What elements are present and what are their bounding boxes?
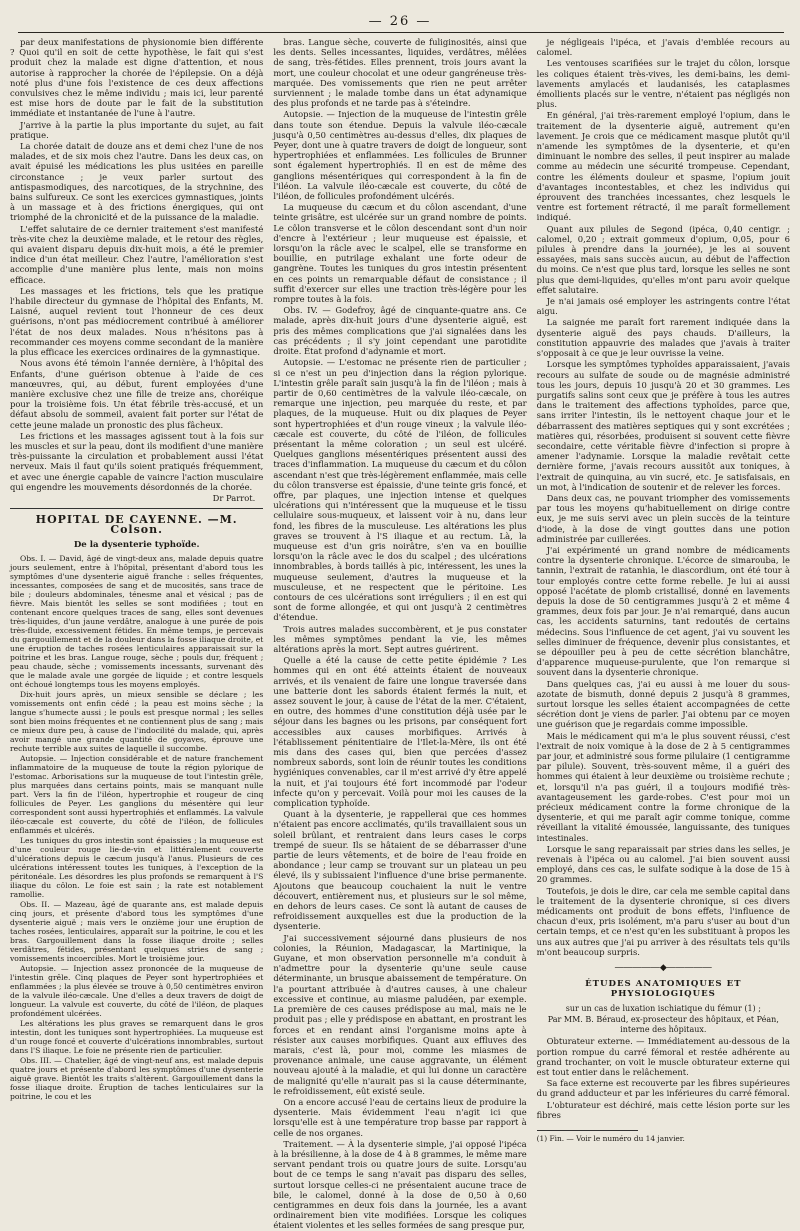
column-1 xyxy=(10,37,263,1175)
paragraph: J'ai expérimenté un grand nombre de médicaments contre la dysenterie chronique. L'écorce de simarouba, le tannin, l'extrait de ratanhia, le diascordium, ont été tour à tour employés contre cette forme rebelle. Je lui ai aussi opposé l'acétate de plomb cristallisé, donné en lavements depuis la dose de 50 centigrammes jusqu'à 2 et même 4 grammes, deux fois par jour. Je n'ai remarqué, dans aucun cas, les accidents saturnins, tant redoutés de certains médecins. Sous l'influence de cet agent, j'ai vu souvent les selles diminuer de fréquence, devenir plus consistantes, et se dépouiller peu à peu de cette sécrétion blanchâtre, d'apparence muqueuse-purulente, que l'on remarque si souvent dans la dysenterie chronique. xyxy=(536,544,790,678)
section-subtitle: sur un cas de luxation ischiatique du fémur (1) ; xyxy=(565,1003,761,1013)
paragraph: par deux manifestations de physionomie bien différente ? Quoi qu'il en soit de cette hypothèse, le fait qui s'est produit chez la malade est digne d'attention, et nous autorise à rapprocher la chorée de l'épilepsie. On a déjà noté plus d'une fois l'existence de ces deux affections convulsives chez le même individu ; mais ici, leur parenté est mise hors de doute par le fait de la substitution immédiate et instantanée de l'une à l'autre. xyxy=(10,37,264,119)
paragraph: Lorsque les symptômes typhoïdes apparaissaient, j'avais recours au sulfate de soude ou de magnésie administré tous les jours, depuis 10 jusqu'à 20 et 30 grammes. Les purgatifs salins sont ceux que je préfère à tous les autres dans le traitement des affections typhoïdes, parce que, sans irriter l'intestin, ils le nettoyent chaque jour et le débarrassent des matières septiques qui y sont excrétées ; matières qui, résorbées, produisent si souvent cette fièvre secondaire, cette véritable fièvre d'infection si propre à amener l'adynamie. Lorsque la maladie revêtait cette dernière forme, j'avais recours aussitôt aux toniques, à l'extrait de quinquina, au vin sucré, etc. Je satisfaisais, en un mot, à l'indication de soutenir et de relever les forces. xyxy=(536,359,790,492)
column-1-text-b xyxy=(10,554,263,1101)
article-authors: Par MM. B. Béraud, ex-prosecteur des hôpitaux, et Péan, interne des hôpitaux. xyxy=(547,1014,779,1035)
paragraph: je négligeais l'ipéca, et j'avais d'emblée recours au calomel. xyxy=(536,37,790,58)
paragraph: Dix-huit jours après, un mieux sensible se déclare ; les vomissements ont enfin cédé ; la peau est moins sèche ; la langue s'humecte aussi ; le pouls est presque normal ; les selles sont bien moins fréquentes et ne contiennent plus de sang ; mais ce mieux dure peu, à cause de l'indocilité du malade, qui, après avoir mangé une grande quantité de goyaves, éprouve une rechute terrible aux suites de laquelle il succombe. xyxy=(10,689,264,753)
paragraph: Quelle a été la cause de cette petite épidémie ? Les hommes qui en ont été atteints étaient de nouveaux arrivés, et ils venaient de faire une longue traversée dans une batterie dont les sabords étaient fermés la nuit, et assez souvent le jour, à cause de l'état de la mer. C'étaient, en outre, des hommes d'une constitution déjà usée par le séjour dans les bagnes ou les prisons, par conséquent fort accessibles aux causes morbifiques. Arrivés à l'établissement pénitentiaire de l'Ilet-la-Mère, ils ont été mis dans des cases qui, bien que percées d'assez nombreux sabords, sont loin de réunir toutes les conditions hygiéniques convenables, car il m'est arrivé d'y être appelé la nuit, et j'ai toujours été fort incommodé par l'odeur infecte qu'on y percevait. Voilà pour moi les causes de la complication typhoïde. xyxy=(273,655,527,809)
footnote-rule xyxy=(537,1130,638,1131)
paragraph: Autopsie. — Injection considérable et de nature franchement inflammatoire de la muqueuse de toute la région pylorique de l'estomac. Arborisations sur la muqueuse de tout l'intestin grêle, plus marquées dans certains points, mais se manquant nulle part. Vers la fin de l'iléon, hypertrophie et rougeur de cinq follicules de Peyer. Les ganglions du mésentère qui leur correspondent sont aussi hypertrophiés et enflammés. La valvule iléo-cæcale est couverte, du côté de l'iléon, de follicules enflammés et ulcérés. xyxy=(10,753,264,835)
paragraph: Les tuniques du gros intestin sont épaissies ; la muqueuse est d'une couleur rouge lie-de-vin et littéralement couverte d'ulcérations depuis le cæcum jusqu'à l'anus. Plusieurs de ces ulcérations intéressent toutes les tuniques, à l'exception de la péritonéale. Les désordres les plus profonds se remarquent à l'S iliaque du côlon. Le foie est sain ; la rate est notablement ramollie. xyxy=(10,835,264,899)
paragraph: Autopsie. — Injection assez prononcée de la muqueuse de l'intestin grêle. Cinq plaques de Peyer sont hypertrophiées et enflammées ; la plus élevée se trouve à 0,50 centimètres environ de la valvule iléo-cæcale. Une d'elles a deux travers de doigt de longueur. La valvule est couverte, du côté de l'iléon, de plaques profondément ulcérées. xyxy=(10,963,264,1018)
paragraph: Autopsie. — Injection de la muqueuse de l'intestin grêle dans toute son étendue. Depuis la valvule iléo-cæcale jusqu'à 0,50 centimètres au-dessus d'elles, dix plaques de Peyer, dont une à quatre travers de doigt de longueur, sont hypertrophiées et enflammées. Les follicules de Brunner sont également hypertrophiés. Il en est de même des ganglions mésentériques qui correspondent à la fin de l'iléon. La valvule iléo-cæcale est couverte, du côté de l'iléon, de follicules profondément ulcérés. xyxy=(273,109,527,202)
paragraph: J'arrive à la partie la plus importante du sujet, au fait pratique. xyxy=(10,119,264,140)
paragraph: Dans deux cas, ne pouvant triompher des vomissements par tous les moyens qu'habituellement on dirige contre eux, je me suis servi avec un plein succès de la teinture d'iode, à la dose de vingt gouttes dans une potion administrée par cuillerées. xyxy=(536,492,790,544)
paragraph: Les ventouses scarifiées sur le trajet du côlon, lorsque les coliques étaient très-vives, les demi-bains, les demi-lavements amylacés et laudanisés, les cataplasmes émollients placés sur le ventre, n'étaient pas négligés non plus. xyxy=(536,58,790,110)
paragraph: Obs. III. — Chatelier, âgé de vingt-neuf ans, est malade depuis quatre jours et présente d'abord les symptômes d'une dysenterie aiguë grave. Bientôt les traits s'altèrent. Gargouillement dans la fosse iliaque droite. Éruption de taches lenticulaires sur la poitrine, le cou et les xyxy=(10,1055,264,1101)
separator-ornament: ―――――◆――――― xyxy=(614,963,712,974)
paragraph: Quant aux pilules de Segond (ipéca, 0,40 centigr. ; calomel, 0,20 ; extrait gommeux d'opium, 0,05, pour 6 pilules à prendre dans la journée), je les ai souvent essayées, mais sans succès aucun, au début de l'affection du moins. Ce n'est que plus tard, lorsque les selles ne sont plus que demi-liquides, qu'elles m'ont paru avoir quelque effet salutaire. xyxy=(536,223,790,295)
paragraph: Trois autres malades succombèrent, et je pus constater les mêmes symptômes pendant la vie, les mêmes altérations après la mort. Sept autres guérirent. xyxy=(273,623,527,654)
column-2-text-b xyxy=(273,624,526,1231)
paragraph: Dans quelques cas, j'ai eu aussi à me louer du sous-azotate de bismuth, donné depuis 2 jusqu'à 8 grammes, surtout lorsque les selles étaient accompagnées de cette sécrétion dont je viens de parler. J'ai obtenu par ce moyen une guérison que je regardais comme impossible. xyxy=(536,678,790,730)
footnote: (1) Fin. — Voir le numéro du 14 janvier. xyxy=(536,1133,685,1143)
paragraph: bras. Langue sèche, couverte de fuliginosités, ainsi que les dents. Selles incessantes, liquides, verdâtres, mêlées de sang, très-fétides. Elles prennent, trois jours avant la mort, une couleur chocolat et une odeur gangréneuse très-marquée. Des vomissements que rien ne peut arrêter surviennent ; le malade tombe dans un état adynamique des plus profonds et ne tarde pas à s'éteindre. xyxy=(273,37,527,109)
paragraph: Nous avons été témoin l'année dernière, à l'hôpital des Enfants, d'une guérison obtenue à l'aide de ces manœuvres, qui, au début, furent employées d'une manière exclusive chez une fille de treize ans, choréique pour la troisième fois. Un état fébrile très-accusé, et un défaut absolu de sommeil, avaient fait porter sur l'état de cette jeune malade un pronostic des plus fâcheux. xyxy=(10,358,264,430)
paragraph: Toutefois, je dois le dire, car cela me semble capital dans le traitement de la dysenterie chronique, si ces divers médicaments ont produit de bons effets, l'influence de chacun d'eux, pris isolément, m'a paru s'user au bout d'un certain temps, et ce n'est qu'en les substituant à propos les uns aux autres que j'ai pu arriver à des résultats tels qu'ils m'ont beaucoup surpris. xyxy=(536,885,790,957)
columns xyxy=(8,37,792,1231)
paragraph: Autopsie. — L'estomac ne présente rien de particulier ; si ce n'est un peu d'injection dans la région pylorique. L'intestin grêle paraît sain jusqu'à la fin de l'iléon ; mais à partir de 0,60 centimètres de la valvule iléo-cæcale, on remarque une injection, peu marquée du reste, et par plaques, de la muqueuse. Huit ou dix plaques de Peyer sont hypertrophiées et d'un rouge vineux ; la valvule iléo-cæcale est couverte, du côté de l'iléon, de follicules présentant la même coloration ; un seul est ulcéré. Quelques ganglions mésentériques présentent aussi des traces d'inflammation. La muqueuse du cæcum et du côlon ascendant n'est que très-légèrement enflammée, mais celle du côlon transverse est épaissie, d'une teinte gris foncé, et offre, par plaques, une injection intense et quelques ulcérations qui n'intéressent que la muqueuse et le tissu cellulaire sous-muqueux, et laissent voir à nu, dans leur fond, les fibres de la musculeuse. Les altérations les plus graves se trouvent à l'S iliaque et au rectum. Là, la muqueuse est d'un gris noirâtre, s'en va en bouillie lorsqu'on la râcle avec le dos du scalpel ; des ulcérations innombrables, à bords taillés à pic, intéressent, les unes la muqueuse seulement, d'autres la muqueuse et la musculeuse, et ne respectent que le péritoine. Les contours de ces ulcérations sont irréguliers ; il en est qui sont de forme allongée, et qui ont jusqu'à 2 centimètres d'étendue. xyxy=(273,357,527,623)
paragraph: J'ai successivement séjourné dans plusieurs de nos colonies, la Réunion, Madagascar, la Martinique, la Guyane, et mon observation personnelle m'a conduit à n'admettre pour la dysenterie qu'une seule cause déterminante, un brusque abaissement de température. On l'a pourtant attribuée à d'autres causes, à une chaleur excessive et continue, au miasme paludéen, par exemple. La première de ces causes prédispose au mal, mais ne le produit pas ; elle y prédispose en abattant, en prostrant les forces et en rendant ainsi l'organisme moins apte à résister aux causes morbifiques. Quant aux effluves des marais, c'est là, pour moi, comme les miasmes de provenance animale, une cause aggravante, un élément nouveau ajouté à la maladie, et qui lui donne un caractère de malignité qu'elle n'aurait pas si la cause déterminante, le refroidissement, eût existé seule. xyxy=(273,932,527,1096)
column-3-text-b xyxy=(537,1036,790,1120)
section-title-cayenne: HOPITAL DE CAYENNE. —M. Colson. xyxy=(35,513,238,537)
column-3 xyxy=(537,37,790,1175)
paragraph: La muqueuse du cæcum et du côlon ascendant, d'une teinte grisâtre, est ulcérée sur un grand nombre de points. Le côlon transverse et le côlon descendant sont d'un noir d'encre à l'extérieur ; leur muqueuse est épaissie, et lorsqu'on la râcle avec le scalpel, elle se transforme en bouillie, en putrilage exhalant une forte odeur de gangrène. Toutes les tuniques du gros intestin présentent en ces points un remarquable défaut de consistance ; il suffit d'exercer sur elles une traction très-légère pour les rompre toutes à la fois. xyxy=(273,202,527,305)
paragraph: Quant à la dysenterie, je rappellerai que ces hommes n'étaient pas encore acclimatés, qu'ils travaillaient sous un soleil brûlant, et rentraient dans leurs cases le corps trempé de sueur. Ils se hâtaient de se débarrasser d'une partie de leurs vêtements, et de boire de l'eau froide en abondance ; leur camp se trouvant sur un plateau un peu élevé, ils y subissaient l'influence d'une brise permanente. Ajoutons que beaucoup couchaient la nuit le ventre découvert, entièrement nus, et plusieurs sur le sol même, en dehors de leurs cases. Ce sont là autant de causes de refroidissement auxquelles est due la production de la dysenterie. xyxy=(273,809,527,932)
paragraph: Sa face externe est recouverte par les fibres supérieures du grand adducteur et par les inférieures du carré fémoral. xyxy=(536,1078,790,1099)
paragraph: Obs. I. — David, âgé de vingt-deux ans, malade depuis quatre jours seulement, entre à l'hôpital, présentant d'abord tous les symptômes d'une dysenterie aiguë franche : selles fréquentes, incessantes, composées de sang et de mucosités, sans trace de bile ; douleurs abdominales, ténesme anal et vésical ; pas de fièvre. Mais bientôt les selles se sont modifiées ; tout en contenant encore quelques traces de sang, elles sont devenues très-liquides, d'un jaune verdâtre, analogue à une purée de pois très-fluide, excessivement fétides. En même temps, je percevais du gargouillement et de la douleur dans la fosse iliaque droite, et une éruption de taches rosées lenticulaires apparaissait sur la poitrine et les bras. Langue rouge, sèche ; pouls dur, fréquent ; peau chaude, sèche ; vomissements incessants, survenant dès que le malade avale une gorgée de liquide ; et contre lesquels ont échoué longtemps tous les moyens employés. xyxy=(10,553,264,689)
section-divider xyxy=(10,508,263,509)
author-signature: Dr Parrot. xyxy=(212,492,256,503)
paragraph: Les altérations les plus graves se remarquent dans le gros intestin, dont les tuniques sont hypertrophiées. La muqueuse est d'un rouge foncé et couverte d'ulcérations innombrables, surtout dans l'S iliaque. Le foie ne présente rien de particulier. xyxy=(10,1018,264,1055)
header-rule xyxy=(18,32,784,33)
paragraph: L'obturateur est déchiré, mais cette lésion porte sur les fibres xyxy=(536,1099,790,1120)
paragraph: Obs. II. — Mazeau, âgé de quarante ans, est malade depuis cinq jours, et présente d'abord tous les symptômes d'une dysenterie aiguë ; mais vers le onzième jour une éruption de taches rosées, lenticulaires, apparaît sur la poitrine, le cou et les bras. Gargouillement dans la fosse iliaque droite ; selles verdâtres, fétides, présentant quelques stries de sang ; vomissements incoercibles. Mort le troisième jour. xyxy=(10,899,264,963)
paragraph: En général, j'ai très-rarement employé l'opium, dans le traitement de la dysenterie aiguë, autrement qu'en lavement. Je crois que ce médicament masque plutôt qu'il n'amende les symptômes de la dysenterie, et qu'en diminuant le nombre des selles, il peut inspirer au malade comme au médecin une sécurité trompeuse. Cependant, contre les éléments douleur et spasme, l'opium jouit d'avantages incontestables, et chez les individus qui éprouvent des tranchées incessantes, chez lesquels le ventre est fortement rétracté, il me paraît formellement indiqué. xyxy=(536,110,790,223)
paragraph: Obs. IV. — Godefroy, âgé de cinquante-quatre ans. Ce malade, après dix-huit jours d'une dysenterie aiguë, est pris des mêmes complications que j'ai signalées dans les cas précédents ; il s'y joint cependant une parotidite droite. État profond d'adynamie et mort. xyxy=(273,305,527,357)
page-number: — 26 — xyxy=(368,14,432,29)
paragraph: Obturateur externe. — Immédiatement au-dessous de la portion rompue du carré fémoral et restée adhérente au grand trochanter, on voit le muscle obturateur externe qui est tout entier dans le relâchement. xyxy=(536,1036,790,1077)
paragraph: L'effet salutaire de ce dernier traitement s'est manifesté très-vite chez la deuxième malade, et le retour des règles, qui avaient disparu depuis dix-huit mois, a été le premier indice d'un état meilleur. Chez l'autre, l'amélioration s'est accomplie d'une manière plus lente, mais non moins efficace. xyxy=(10,223,264,285)
paragraph: Les massages et les frictions, tels que les pratique l'habile directeur du gymnase de l'hôpital des Enfants, M. Laisné, auquel revient tout l'honneur de ces deux guérisons, n'ont pas médiocrement contribué à améliorer l'état de nos deux malades. Nous n'hésitons pas à recommander ces moyens comme secondant de la manière la plus efficace les exercices ordinaires de la gymnastique. xyxy=(10,285,264,358)
column-3-text-a xyxy=(537,37,790,957)
section-title-etudes: ÉTUDES ANATOMIQUES ET PHYSIOLOGIQUES xyxy=(585,979,742,1000)
paragraph: La chorée datait de douze ans et demi chez l'une de nos malades, et de six mois chez l'autre. Dans les deux cas, on avait épuisé les médications les plus usitées en pareille circonstance ; je veux parler surtout des antispasmodiques, des narcotiques, de la strychnine, des bains sulfureux. Ce sont les exercices gymnastiques, joints à un massage et à des frictions énergiques, qui ont triomphé de la chronicité et de la puissance de la maladie. xyxy=(10,141,264,223)
column-1-text-a xyxy=(10,37,263,492)
column-2 xyxy=(273,37,527,1231)
paragraph: Traitement. — À la dysenterie simple, j'ai opposé l'ipéca à la brésilienne, à la dose de 4 à 8 grammes, le même mare servant pendant trois ou quatre jours de suite. Lorsqu'au bout de ce temps le sang n'avait pas disparu des selles, surtout lorsque celles-ci ne présentaient aucune trace de bile, le calomel, donné à la dose de 0,50 à 0,60 centigrammes en deux fois dans la journée, les a avant ordinairement bien vite modifiées. Lorsque les coliques étaient violentes et les selles formées de sang presque pur, xyxy=(273,1138,527,1231)
paragraph: Mais le médicament qui m'a le plus souvent réussi, c'est l'extrait de noix vomique à la dose de 2 à 5 centigrammes par jour, et administré sous forme pilulaire (1 centigramme par pilule). Souvent, très-souvent même, il a guéri des hommes qui étaient à leur deuxième ou troisième rechute ; et, lorsqu'il n'a pas guéri, il a toujours modifié très-avantageusement les garde-robes. C'est pour moi un précieux médicament contre la forme chronique de la dysenterie, et qui me paraît agir comme tonique, comme réveillant la vitalité émoussée, languissante, des tuniques intestinales. xyxy=(536,730,790,843)
paragraph: Lorsque le sang reparaissait par stries dans les selles, je revenais à l'ipéca ou au calomel. J'ai bien souvent aussi employé, dans ces cas, le sulfate sodique à la dose de 15 à 20 grammes. xyxy=(536,843,790,885)
paragraph: La saignée me paraît fort rarement indiquée dans la dysenterie aiguë des pays chauds. D'ailleurs, la constitution appauvrie des malades que j'avais à traiter s'opposait à ce que je leur ouvrisse la veine. xyxy=(536,317,790,359)
column-2-text-a xyxy=(273,37,526,623)
article-subtitle: De la dysenterie typhoïde. xyxy=(73,539,200,550)
paragraph: Je n'ai jamais osé employer les astringents contre l'état aigu. xyxy=(536,296,790,317)
paragraph: On a encore accusé l'eau de certains lieux de produire la dysenterie. Mais évidemment l'eau n'agit ici que lorsqu'elle est à une température trop basse par rapport à celle de nos organes. xyxy=(273,1096,527,1138)
paragraph: Les frictions et les massages agissent tout à la fois sur les muscles et sur la peau, dont ils modifient d'une manière très-puissante la circulation et probablement aussi l'état nerveux. Mais il faut qu'ils soient pratiqués fréquemment, et avec une énergie capable de vaincre l'action musculaire qui engendre les mouvements désordonnés de la chorée. xyxy=(10,430,264,492)
